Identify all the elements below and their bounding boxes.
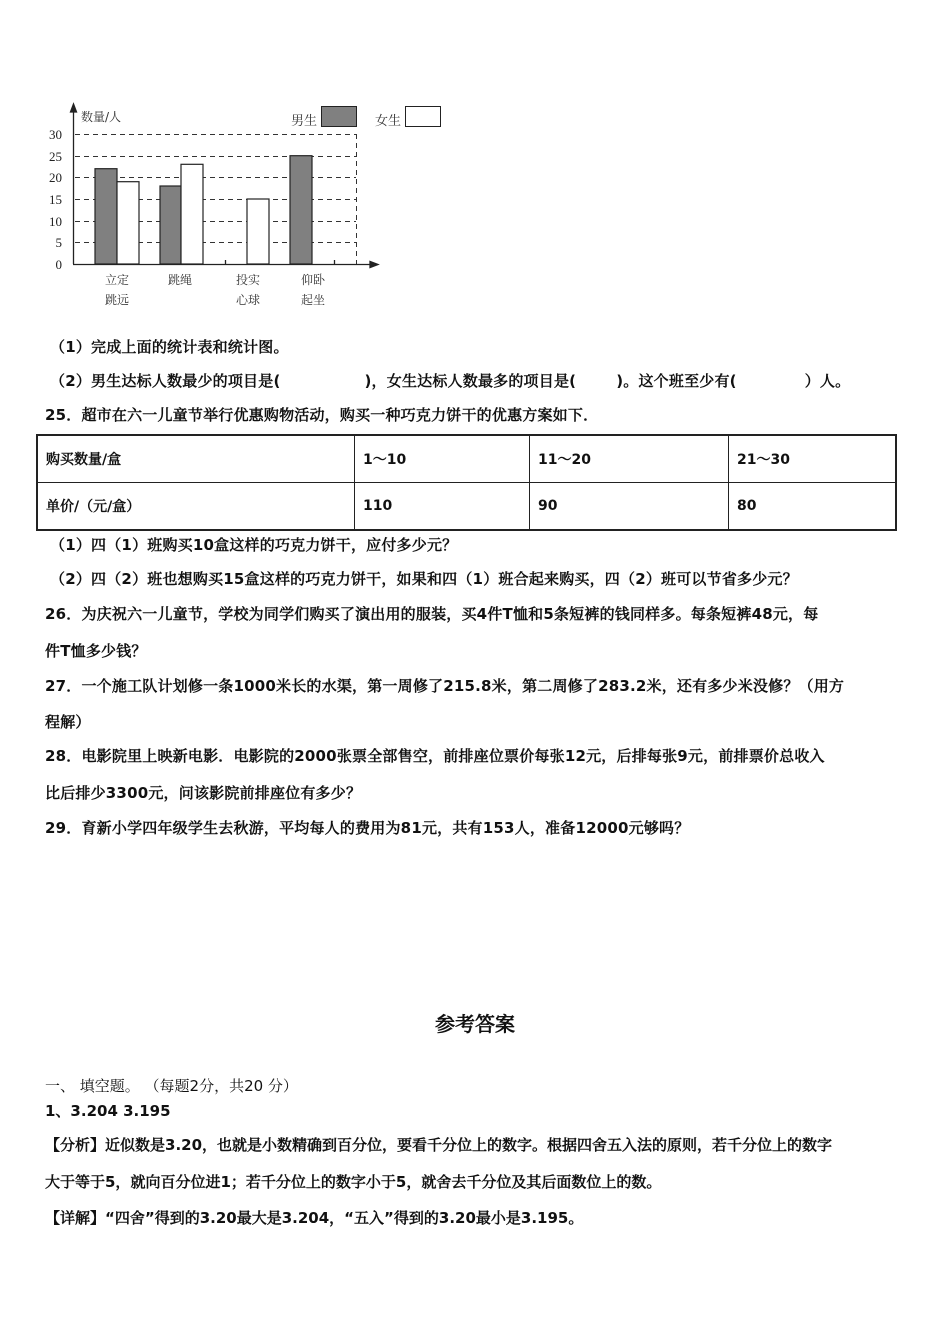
x-category-line2: 心球	[235, 293, 260, 307]
table-cell: 购买数量/盒	[37, 435, 355, 483]
x-category-line1: 投实	[235, 273, 260, 287]
x-category-sit-ups	[293, 270, 333, 310]
q28-line2: 比后排少3300元，问该影院前排座位有多少？	[45, 784, 362, 802]
y-axis-title: 数量/人	[81, 110, 122, 124]
q28-line1: 28．电影院里上映新电影．电影院的2000张票全部售空，前排座位票价每张12元，后排每张9元，前排票价总收入	[45, 747, 825, 765]
q24-part2-text-d: ）人。	[804, 372, 851, 390]
y-tick-0: 0	[55, 257, 62, 272]
q25-stem: 25．超市在六一儿童节举行优惠购物活动，购买一种巧克力饼干的优惠方案如下．	[45, 406, 599, 424]
y-tick-10: 10	[49, 214, 62, 229]
answer-1-detail: 【详解】“四舍”得到的3.20最大是3.204，“五入”得到的3.20最小是3.195。	[45, 1209, 584, 1227]
bar-chart	[0, 0, 480, 320]
q24-part2	[50, 370, 850, 391]
legend-boys-label: 男生	[291, 114, 318, 129]
q26-line1: 26．为庆祝六一儿童节，学校为同学们购买了演出用的服装，买4件T恤和5条短裤的钱同样多。每条短裤48元，每	[45, 605, 819, 623]
table-cell: 1～10	[355, 435, 530, 483]
answer-1: 1、3.204 3.195	[45, 1102, 171, 1120]
q27-line1: 27．一个施工队计划修一条1000米长的水渠，第一周修了215.8米，第二周修了283.2米，还有多少米没修？（用方	[45, 677, 845, 695]
q25-part1: （1）四（1）班购买10盒这样的巧克力饼干，应付多少元？	[50, 536, 458, 554]
y-tick-5: 5	[55, 235, 62, 250]
x-category-line1: 立定	[104, 273, 129, 287]
q24-part1: （1）完成上面的统计表和统计图。	[50, 338, 289, 356]
q26-line2: 件T恤多少钱？	[45, 642, 147, 660]
legend-girls-swatch	[405, 106, 441, 127]
y-tick-20: 20	[49, 170, 62, 185]
x-category-line2: 起坐	[300, 293, 325, 307]
legend-boys-swatch	[321, 106, 357, 127]
answer-1-analysis-line1: 【分析】近似数是3.20，也就是小数精确到百分位，要看千分位上的数字。根据四舍五入法的原则，若千分位上的数字	[45, 1136, 833, 1154]
x-category-line1: 跳绳	[167, 273, 192, 287]
table-cell: 80	[729, 483, 897, 531]
y-tick-30: 30	[49, 127, 62, 142]
x-category-line2: 跳远	[104, 293, 129, 307]
x-category-line1: 仰卧	[300, 273, 325, 287]
q27-line2: 程解）	[45, 713, 91, 731]
q24-part2-text-c: )。这个班至少有(	[616, 372, 737, 390]
price-table	[36, 434, 897, 531]
table-cell: 单价/（元/盒）	[37, 483, 355, 531]
answers-section-heading: 一、 填空题。 （每题2分，共20 分）	[45, 1077, 298, 1095]
q29-line1: 29．育新小学四年级学生去秋游，平均每人的费用为81元，共有153人，准备12000元够吗？	[45, 819, 690, 837]
x-category-rope-skipping	[160, 270, 200, 290]
table-cell: 110	[355, 483, 530, 531]
legend-girls-label: 女生	[375, 114, 402, 129]
q24-part2-text-b: )，女生达标人数最多的项目是(	[364, 372, 577, 390]
table-cell: 21～30	[729, 435, 897, 483]
table-row	[37, 483, 896, 531]
answer-1-analysis-line2: 大于等于5，就向百分位进1；若千分位上的数字小于5，就舍去千分位及其后面数位上的数。	[45, 1173, 662, 1191]
y-tick-15: 15	[49, 192, 62, 207]
x-category-long-jump	[97, 270, 137, 310]
table-row	[37, 435, 896, 483]
table-cell: 90	[530, 483, 729, 531]
y-tick-25: 25	[49, 149, 62, 164]
table-cell: 11～20	[530, 435, 729, 483]
q24-part2-text-a: （2）男生达标人数最少的项目是(	[50, 372, 281, 390]
x-category-medicine-ball	[228, 270, 268, 310]
answers-title: 参考答案	[435, 1012, 515, 1036]
q25-part2: （2）四（2）班也想购买15盒这样的巧克力饼干，如果和四（1）班合起来购买，四（2）班可以节省多少元？	[50, 570, 798, 588]
